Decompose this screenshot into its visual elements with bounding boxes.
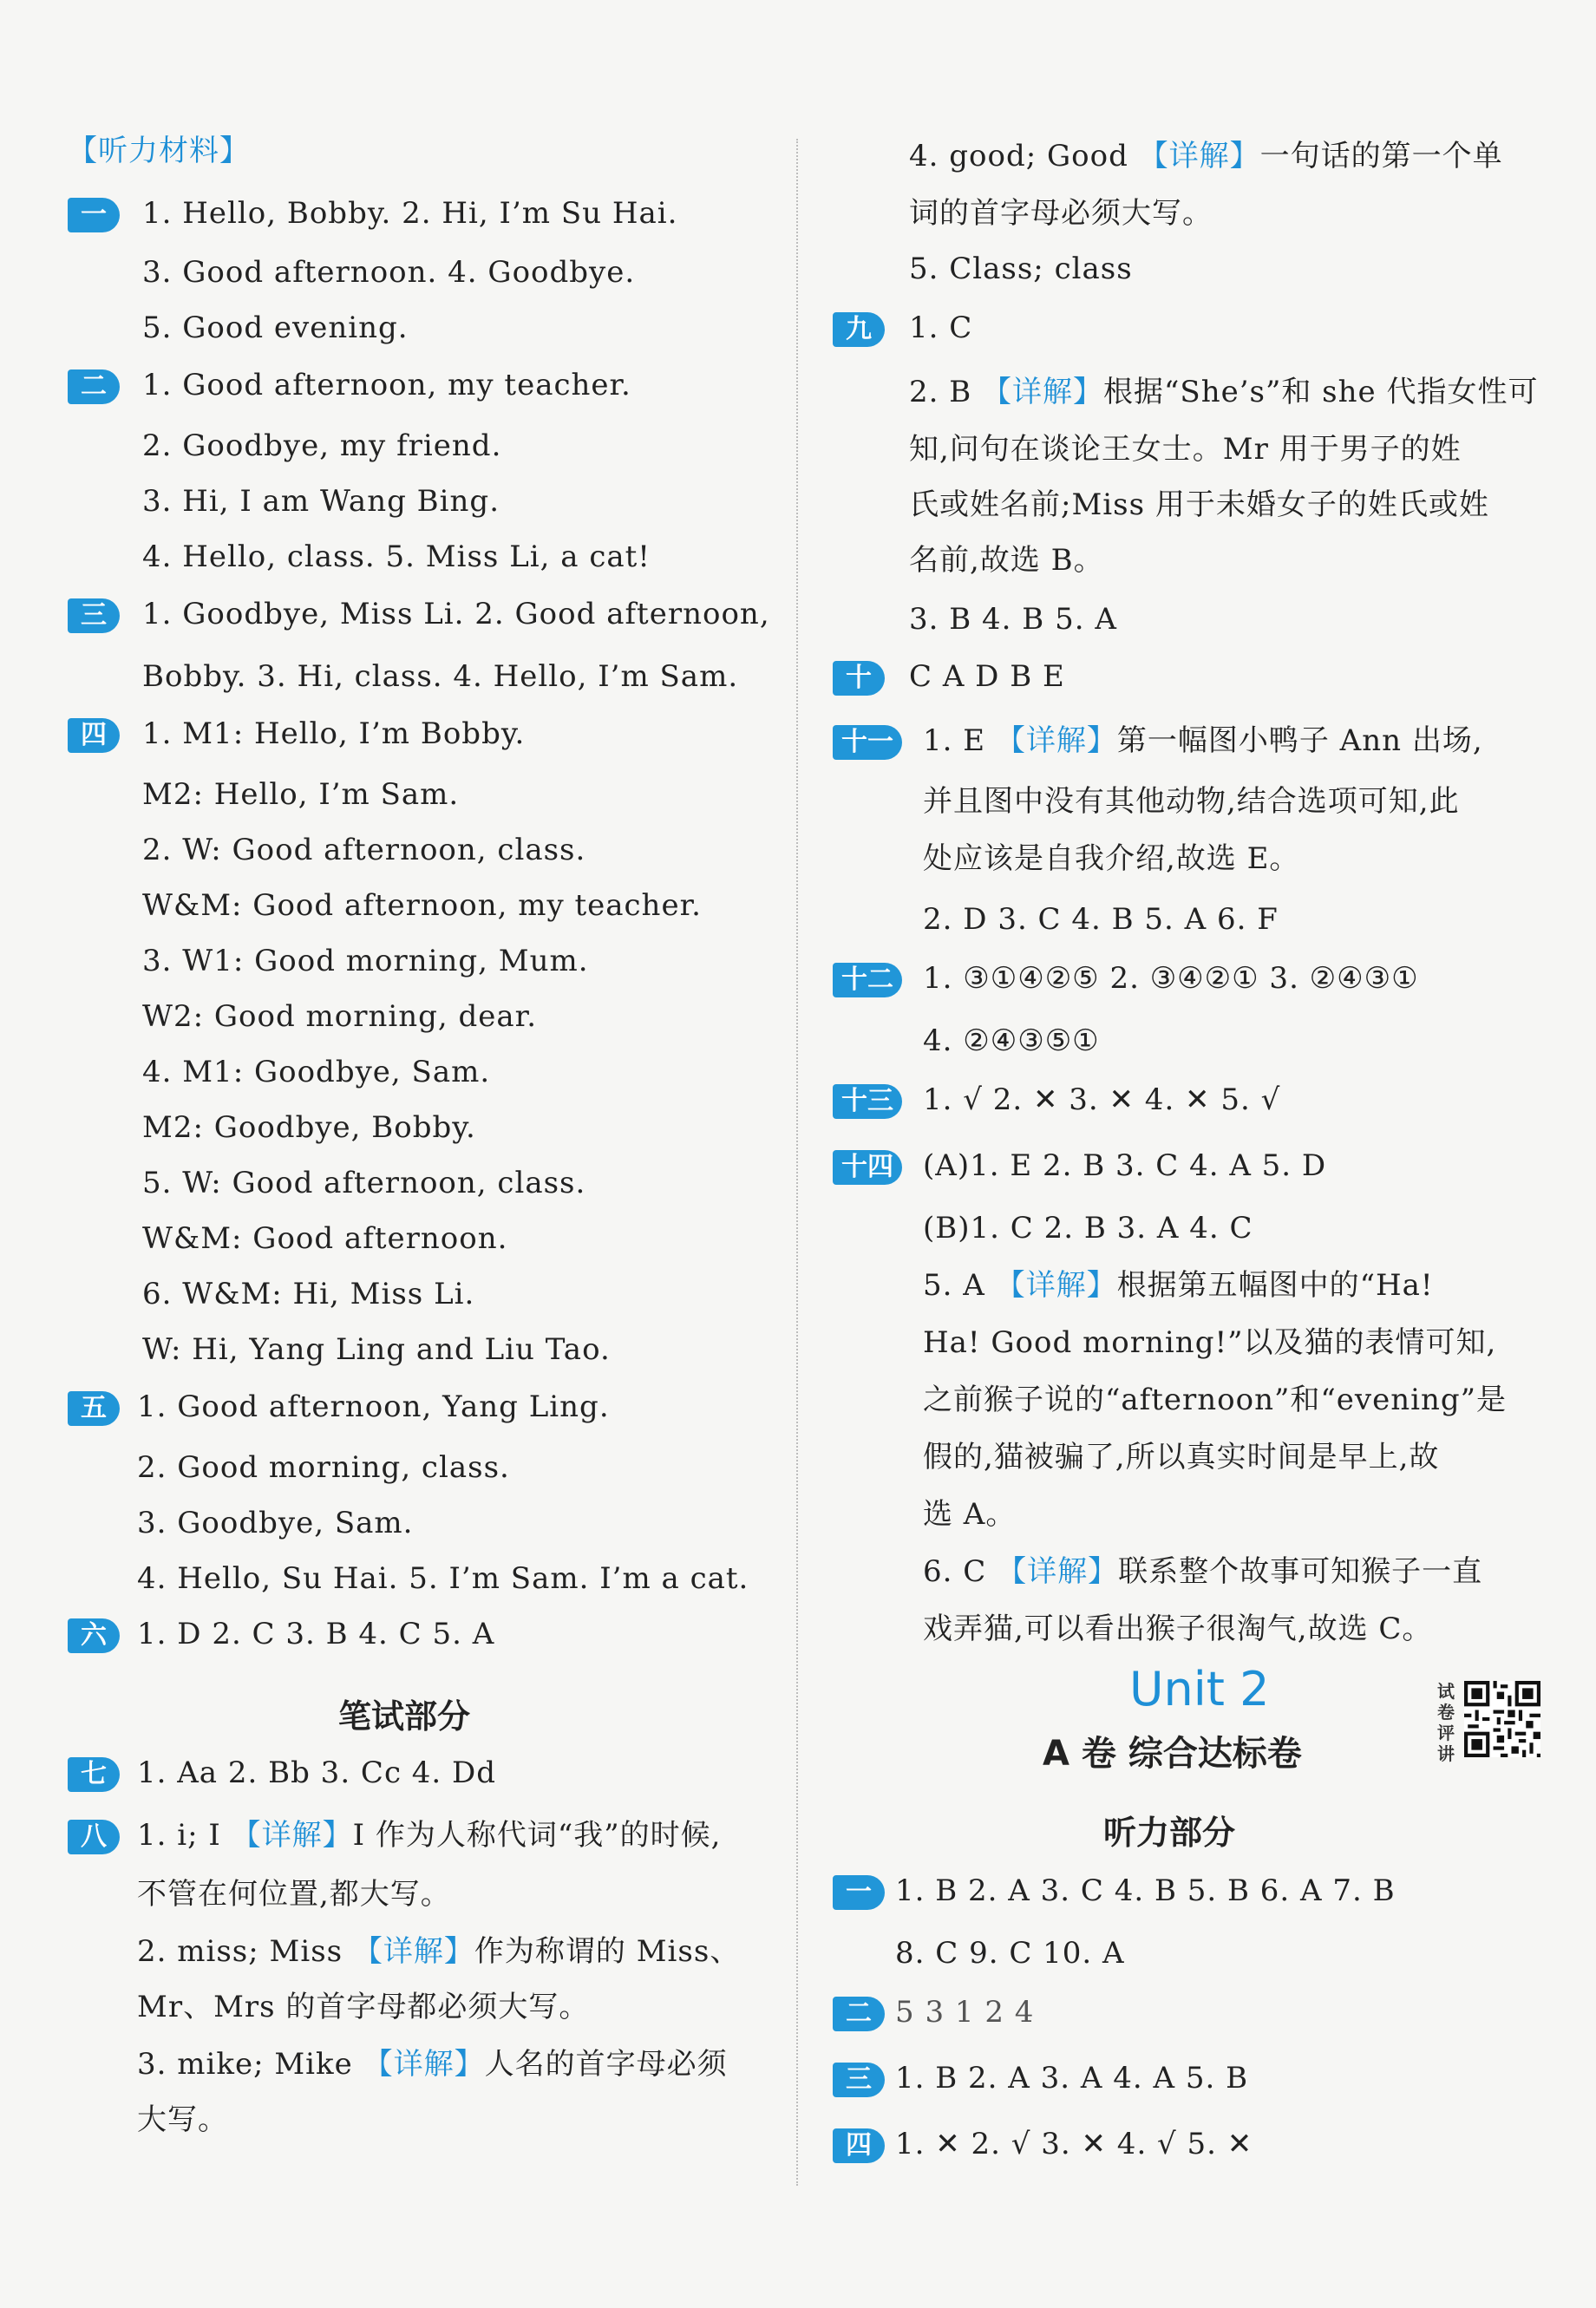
answer-line: 3. Goodbye, Sam.	[137, 1506, 414, 1540]
answer-line: 1. √ 2. ✕ 3. ✕ 4. ✕ 5. √	[923, 1082, 1281, 1117]
detail-text: 人名的首字母必须	[484, 2047, 728, 2082]
section-badge-6: 六	[68, 1618, 120, 1653]
answer-line: W&M: Good afternoon, my teacher.	[142, 888, 702, 923]
answer-line-with-detail	[909, 371, 1538, 413]
answer-line: 2. Good morning, class.	[137, 1450, 510, 1485]
section-badge-4: 四	[68, 718, 120, 753]
detail-tag: 【详解】	[352, 1934, 474, 1969]
answer-line-with-detail	[909, 135, 1503, 177]
section-badge-14: 十四	[833, 1150, 902, 1185]
detail-text: 一句话的第一个单	[1259, 139, 1503, 173]
answer-line: 8. C 9. C 10. A	[895, 1936, 1125, 1971]
answer-line: 1. Good afternoon, Yang Ling.	[137, 1389, 610, 1424]
answer-text: 6. C	[923, 1554, 998, 1589]
answer-line: 1. M1: Hello, I’m Bobby.	[142, 716, 526, 751]
answer-line: 词的首字母必须大写。	[909, 196, 1213, 231]
qr-label: 试卷评讲	[1437, 1681, 1455, 1764]
answer-line: 4. M1: Goodbye, Sam.	[142, 1055, 491, 1089]
qr-code-icon[interactable]	[1464, 1681, 1540, 1757]
section-badge-2: 二	[68, 369, 120, 404]
section-badge-11: 十一	[833, 725, 902, 760]
answer-text: 2. B	[909, 375, 983, 409]
answer-line-with-detail	[137, 2043, 728, 2085]
section-badge-12: 十二	[833, 963, 902, 997]
answer-line: 2. W: Good afternoon, class.	[142, 833, 586, 867]
answer-line: 3. W1: Good morning, Mum.	[142, 944, 589, 978]
answer-line: 大写。	[137, 2102, 228, 2137]
answer-line-with-detail	[923, 1551, 1482, 1592]
detail-tag: 【详解】	[995, 723, 1117, 758]
answer-line-with-detail	[923, 1265, 1434, 1306]
answer-line: 3. B 4. B 5. A	[909, 602, 1117, 637]
answer-line: 3. Hi, I am Wang Bing.	[142, 484, 500, 519]
section-badge-u2-4: 四	[833, 2128, 885, 2163]
answer-line: 1. C	[909, 311, 973, 345]
detail-text: 根据第五幅图中的“Ha!	[1116, 1268, 1434, 1303]
answer-line: 假的,猫被骗了,所以真实时间是早上,故	[923, 1440, 1440, 1474]
answer-line: 并且图中没有其他动物,结合选项可知,此	[923, 784, 1460, 819]
answer-text: 1. i; I	[137, 1818, 232, 1853]
answer-line: 氏或姓名前;Miss 用于未婚女子的姓氏或姓	[909, 487, 1489, 522]
section-badge-10: 十	[833, 661, 885, 696]
section-badge-1: 一	[68, 198, 120, 232]
answer-line: W: Hi, Yang Ling and Liu Tao.	[142, 1332, 611, 1367]
answer-line: 1. D 2. C 3. B 4. C 5. A	[137, 1617, 495, 1651]
answer-line: 5. W: Good afternoon, class.	[142, 1166, 586, 1200]
answer-line: 1. Aa 2. Bb 3. Cc 4. Dd	[137, 1756, 497, 1790]
answer-line: M2: Hello, I’m Sam.	[142, 777, 460, 812]
section-badge-u2-3: 三	[833, 2063, 885, 2097]
answer-line: 2. D 3. C 4. B 5. A 6. F	[923, 902, 1279, 937]
answer-line: Bobby. 3. Hi, class. 4. Hello, I’m Sam.	[142, 659, 739, 694]
column-divider	[796, 139, 798, 2186]
answer-line: 不管在何位置,都大写。	[137, 1877, 451, 1912]
section-badge-7: 七	[68, 1757, 120, 1792]
answer-text: 1. E	[923, 723, 996, 758]
answer-line: 1. Goodbye, Miss Li. 2. Good afternoon,	[142, 597, 770, 631]
answer-line: 戏弄猫,可以看出猴子很淘气,故选 C。	[923, 1612, 1433, 1646]
answer-line: 4. Hello, class. 5. Miss Li, a cat!	[142, 539, 651, 574]
answer-line-with-detail	[137, 1814, 721, 1856]
answer-line: 1. ③①④②⑤ 2. ③④②① 3. ②④③①	[923, 961, 1419, 996]
answer-text: 3. mike; Mike	[137, 2047, 363, 2082]
answer-line: Ha! Good morning!”以及猫的表情可知,	[923, 1325, 1497, 1360]
answer-line: 之前猴子说的“afternoon”和“evening”是	[923, 1383, 1508, 1417]
section-badge-13: 十三	[833, 1084, 902, 1119]
answer-line: 1. Hello, Bobby. 2. Hi, I’m Su Hai.	[142, 196, 678, 231]
answer-text: 5. A	[923, 1268, 996, 1303]
detail-text: 根据“She’s”和 she 代指女性可	[1103, 375, 1539, 409]
listening-part-heading: 听力部分	[1103, 1814, 1236, 1852]
answer-line: 1. B 2. A 3. A 4. A 5. B	[895, 2061, 1249, 2096]
answer-line: 6. W&M: Hi, Miss Li.	[142, 1277, 475, 1311]
answer-text: 4. good; Good	[909, 139, 1139, 173]
answer-line: 5. Good evening.	[142, 311, 409, 345]
answer-line: 1. B 2. A 3. C 4. B 5. B 6. A 7. B	[895, 1873, 1396, 1908]
listening-material-header: 【听力材料】	[68, 134, 250, 168]
detail-tag: 【详解】	[997, 1554, 1119, 1589]
unit-title: Unit 2	[1129, 1662, 1270, 1716]
answer-text: 2. miss; Miss	[137, 1934, 353, 1969]
section-badge-9: 九	[833, 312, 885, 347]
section-badge-8: 八	[68, 1820, 120, 1854]
detail-tag: 【详解】	[1138, 139, 1260, 173]
detail-text: 联系整个故事可知猴子一直	[1118, 1554, 1483, 1589]
detail-tag: 【详解】	[231, 1818, 353, 1853]
section-badge-u2-2: 二	[833, 1997, 885, 2031]
answer-line: 名前,故选 B。	[909, 543, 1104, 578]
answer-line: 1. ✕ 2. √ 3. ✕ 4. √ 5. ✕	[895, 2127, 1253, 2161]
written-part-heading: 笔试部分	[338, 1697, 471, 1736]
answer-line: 选 A。	[923, 1497, 1017, 1532]
section-badge-3: 三	[68, 598, 120, 633]
answer-line: 3. Good afternoon. 4. Goodbye.	[142, 255, 636, 290]
answer-line: M2: Goodbye, Bobby.	[142, 1110, 476, 1145]
answer-line: (A)1. E 2. B 3. C 4. A 5. D	[923, 1148, 1327, 1183]
answer-line: 4. Hello, Su Hai. 5. I’m Sam. I’m a cat.	[137, 1561, 749, 1596]
section-badge-u2-1: 一	[833, 1875, 885, 1910]
detail-tag: 【详解】	[363, 2047, 485, 2082]
section-badge-5: 五	[68, 1391, 120, 1426]
answer-line: C A D B E	[909, 659, 1065, 694]
detail-text: I 作为人称代词“我”的时候,	[352, 1818, 722, 1853]
detail-text: 作为称谓的 Miss、	[474, 1934, 741, 1969]
answer-line: 知,问句在谈论王女士。Mr 用于男子的姓	[909, 432, 1462, 467]
answer-line: 2. Goodbye, my friend.	[142, 428, 502, 463]
answer-line: 4. ②④③⑤①	[923, 1023, 1100, 1058]
answer-line: (B)1. C 2. B 3. A 4. C	[923, 1211, 1253, 1246]
answer-line: 处应该是自我介绍,故选 E。	[923, 841, 1300, 876]
answer-line-with-detail	[137, 1931, 740, 1972]
detail-text: 第一幅图小鸭子 Ann 出场,	[1116, 723, 1483, 758]
answer-line: W2: Good morning, dear.	[142, 999, 538, 1034]
answer-line: 1. Good afternoon, my teacher.	[142, 368, 631, 402]
paper-title: A 卷 综合达标卷	[1043, 1734, 1302, 1774]
answer-line-with-detail	[923, 720, 1483, 762]
detail-tag: 【详解】	[982, 375, 1104, 409]
detail-tag: 【详解】	[995, 1268, 1117, 1303]
answer-line: W&M: Good afternoon.	[142, 1221, 508, 1256]
answer-line: 5 3 1 2 4	[895, 1995, 1035, 2030]
answer-line: Mr、Mrs 的首字母都必须大写。	[137, 1990, 590, 2024]
answer-line: 5. Class; class	[909, 252, 1133, 286]
